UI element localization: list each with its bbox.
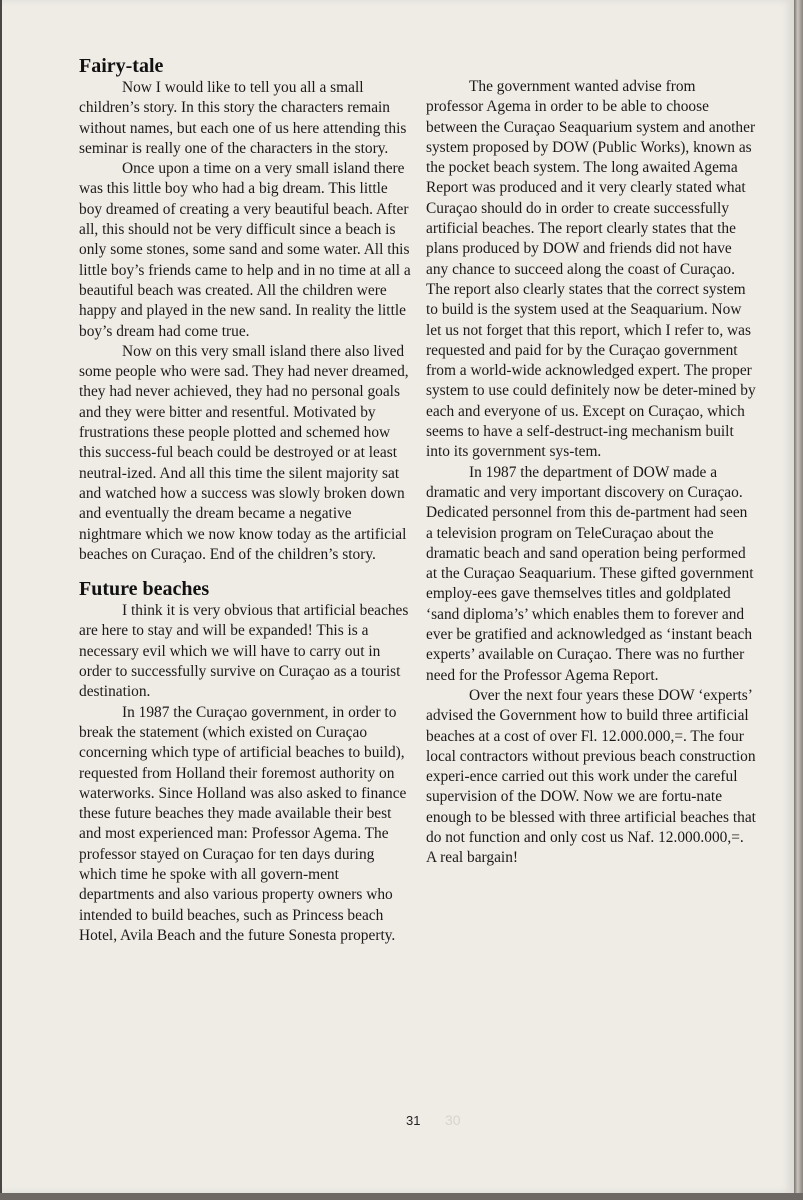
paragraph: I think it is very obvious that artificial beaches are here to stay and will be expanded! This is a necessary evil which we will have to carry out in order to successfully survive on Curaçao as a tourist destination. bbox=[79, 602, 409, 701]
paragraph: Once upon a time on a very small island there was this little boy who had a big dream. This little boy dreamed of creating a very beautiful beach. After all, this should not be very difficult since a beach is only some stones, some sand and some water. All this little boy’s friends came to help and in no time at all a beautiful beach was created. All the children were happy and played in the new sand. In reality the little boy’s dream had come true. bbox=[79, 160, 411, 340]
heading-future-beaches: Future beaches bbox=[79, 578, 210, 601]
page-number: 31 bbox=[406, 1113, 421, 1128]
document-page bbox=[2, 0, 794, 1193]
left-column bbox=[79, 54, 411, 946]
show-through-page-number: 30 bbox=[445, 1112, 461, 1128]
page-edge-bottom bbox=[0, 1193, 803, 1200]
heading-fairy-tale: Fairy-tale bbox=[79, 55, 164, 77]
right-column bbox=[426, 77, 756, 869]
paragraph: Now I would like to tell you all a small children’s story. In this story the characters remain without names, but each one of us here attending this seminar is really one of the characters in the story. bbox=[79, 79, 407, 157]
paragraph: In 1987 the department of DOW made a dramatic and very important discovery on Curaçao. Dedicated personnel from this de-partment had seen a television program on TeleCuraçao about the dramatic beach and sand operation being performed at the Curaçao Seaquarium. These gifted government employ-ees gave themselves titles and goldplated ‘sand diploma’s’ which enables them to forever and ever be gratified and acknowledged as ‘instant beach experts’ available on Curaçao. There was no further need for the Professor Agema Report. bbox=[426, 463, 754, 684]
paragraph: Now on this very small island there also lived some people who were sad. They had never dreamed, they had never achieved, they had no personal goals and they were bitter and resentful. Motivated by frustrations these people plotted and schemed how this success-ful beach could be destroyed or at least neutral-ized. And all this time the silent majority sat and watched how a success was slowly broken down and eventually the dream became a negative nightmare which we now know today as the artificial beaches on Curaçao. End of the children’s story. bbox=[79, 342, 409, 563]
paragraph: The government wanted advise from professor Agema in order to be able to choose between the Curaçao Seaquarium system and another system proposed by DOW (Public Works), known as the pocket beach system. The long awaited Agema Report was produced and it very clearly stated what Curaçao should do in order to create successfully artificial beaches. The report clearly states that the plans produced by DOW and friends did not have any chance to succeed along the coast of Curaçao. The report also clearly states that the correct system to build is the system used at the Seaquarium. Now let us not forget that this report, which I refer to, was requested and paid for by the Curaçao government from a world-wide acknowledged expert. The proper system to use could definitely now be deter-mined by each and everyone of us. Except on Curaçao, which seems to have a self-destruct-ing mechanism built into its government sys-tem. bbox=[426, 78, 756, 461]
paragraph: In 1987 the Curaçao government, in order to break the statement (which existed on Curaçao concerning which type of artificial beaches to build), requested from Holland their foremost authority on waterworks. Since Holland was also asked to finance these future beaches they made available their best and most experienced man: Professor Agema. The professor stayed on Curaçao for ten days during which time he spoke with all govern-ment departments and also various property owners who intended to build beaches, such as Princess beach Hotel, Avila Beach and the future Sonesta property. bbox=[79, 703, 407, 944]
paragraph: Over the next four years these DOW ‘experts’ advised the Government how to build three artificial beaches at a cost of over Fl. 12.000.000,=. The four local contractors without previous beach construction experi-ence carried out this work under the careful supervision of the DOW. Now we are fortu-nate enough to be blessed with three artificial beaches that do not function and only cost us Naf. 12.000.000,=. A real bargain! bbox=[426, 686, 756, 867]
page-edge-right bbox=[794, 0, 803, 1200]
